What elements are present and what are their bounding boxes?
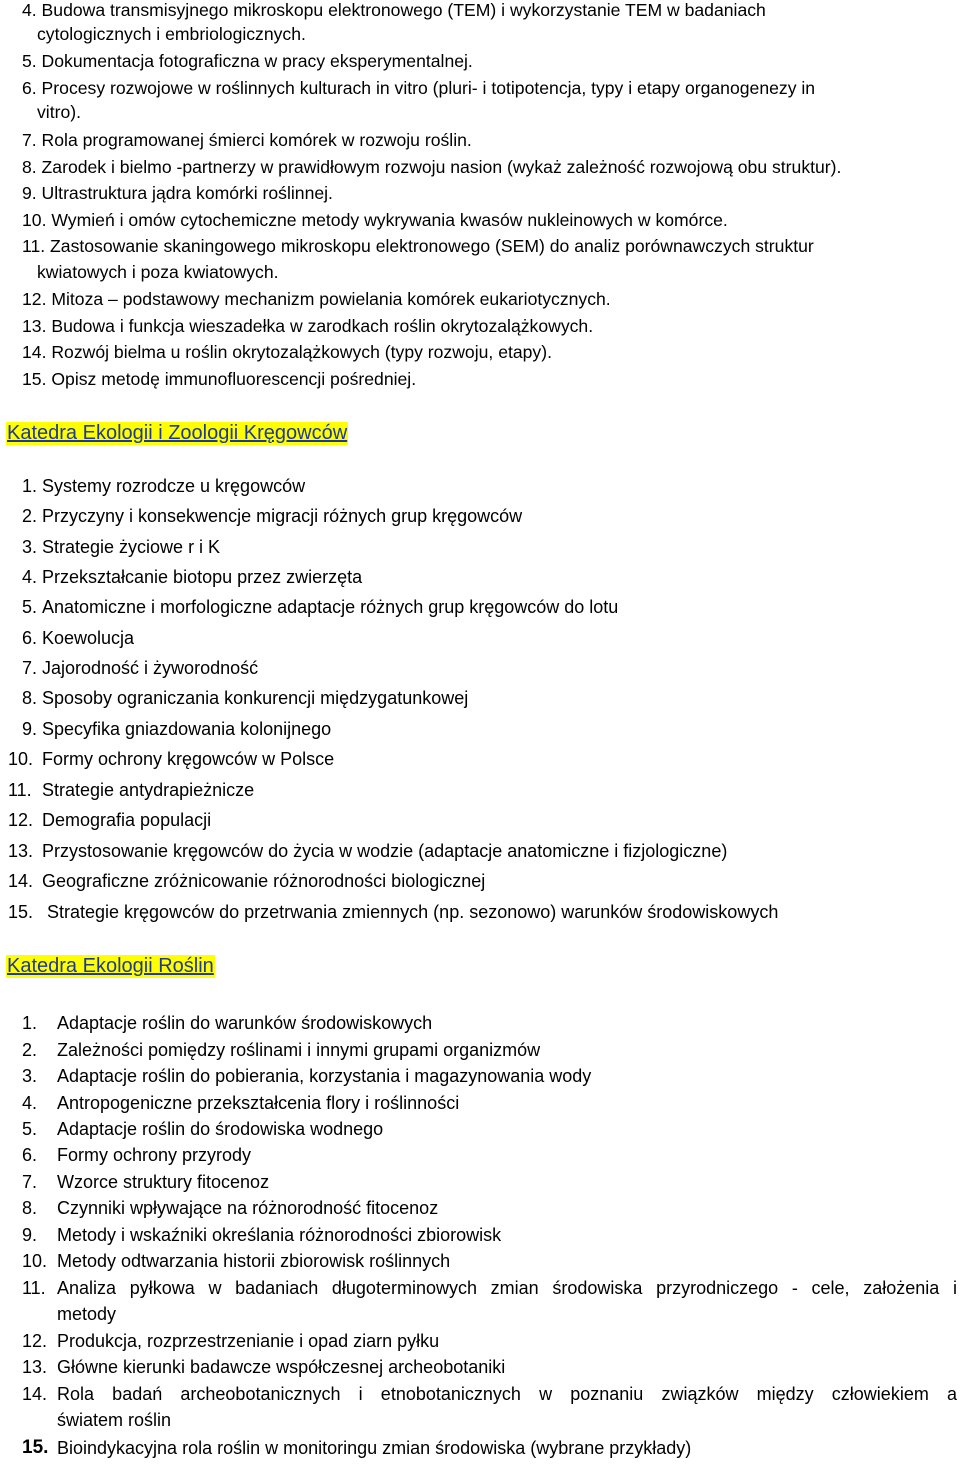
list-number: 5. (22, 1119, 38, 1139)
list-item: Analiza pyłkowa w badaniach długoterminowych zmian środowiska przyrodniczego - cele, założenia i (57, 1278, 957, 1298)
list-item-continuation: metody (57, 1304, 117, 1324)
list-item: 4. Budowa transmisyjnego mikroskopu elektronowego (TEM) i wykorzystanie TEM w badaniach (22, 0, 766, 20)
list-number: 2. (22, 1040, 38, 1060)
list-item: Zależności pomiędzy roślinami i innymi grupami organizmów (57, 1040, 541, 1060)
list-number: 1. (22, 1013, 38, 1033)
list-number: 14. (22, 1384, 48, 1404)
list-item: 7. Rola programowanej śmierci komórek w rozwoju roślin. (22, 130, 472, 150)
list-number: 6. (22, 628, 38, 648)
list-number: 4. (22, 1093, 38, 1113)
list-item: Strategie antydrapieżnicze (42, 780, 255, 800)
list-item: 13. Budowa i funkcja wieszadełka w zarodkach roślin okrytozalążkowych. (22, 316, 594, 336)
list-item: Metody i wskaźniki określania różnorodności zbiorowisk (57, 1225, 502, 1245)
list-item: Metody odtwarzania historii zbiorowisk roślinnych (57, 1251, 451, 1271)
list-item: Produkcja, rozprzestrzenianie i opad ziarn pyłku (57, 1331, 440, 1351)
list-item: Przystosowanie kręgowców do życia w wodzie (adaptacje anatomiczne i fizjologiczne) (42, 841, 728, 861)
list-item: 6. Procesy rozwojowe w roślinnych kulturach in vitro (pluri- i totipotencja, typy i etapy organogenezy in (22, 78, 816, 98)
list-number: 7. (22, 1172, 38, 1192)
list-number: 12. (22, 1331, 48, 1351)
list-number: 4. (22, 567, 38, 587)
list-item: Główne kierunki badawcze współczesnej archeobotaniki (57, 1357, 506, 1377)
list-number: 8. (22, 688, 38, 708)
list-item: Anatomiczne i morfologiczne adaptacje różnych grup kręgowców do lotu (42, 597, 619, 617)
list-number: 5. (22, 597, 38, 617)
list-number: 12. (8, 810, 34, 830)
list-number: 13. (22, 1357, 48, 1377)
list-item: Strategie kręgowców do przetrwania zmiennych (np. sezonowo) warunków środowiskowych (47, 902, 779, 922)
section-heading-zoology: Katedra Ekologii i Zoologii Kręgowców (7, 422, 348, 444)
list-item: Wzorce struktury fitocenoz (57, 1172, 270, 1192)
list-item: Antropogeniczne przekształcenia flory i roślinności (57, 1093, 460, 1113)
list-item: Formy ochrony przyrody (57, 1145, 252, 1165)
list-number: 10. (22, 1251, 48, 1271)
list-number: 2. (22, 506, 38, 526)
list-number: 9. (22, 1225, 38, 1245)
list-item: 8. Zarodek i bielmo -partnerzy w prawidłowym rozwoju nasion (wykaż zależność rozwojową obu struktur). (22, 157, 842, 177)
list-number: 7. (22, 658, 38, 678)
list-number: 11. (8, 780, 32, 800)
list-item: Jajorodność i żyworodność (42, 658, 259, 678)
list-item-continuation: kwiatowych i poza kwiatowych. (37, 262, 279, 282)
list-item: Sposoby ograniczania konkurencji międzygatunkowej (42, 688, 469, 708)
list-item-continuation: vitro). (37, 102, 81, 122)
list-number: 15. (8, 902, 34, 922)
list-item: Koewolucja (42, 628, 135, 648)
list-item: Adaptacje roślin do środowiska wodnego (57, 1119, 384, 1139)
list-item: 10. Wymień i omów cytochemiczne metody wykrywania kwasów nukleinowych w komórce. (22, 210, 728, 230)
list-number: 8. (22, 1198, 38, 1218)
list-item: Przyczyny i konsekwencje migracji różnych grup kręgowców (42, 506, 523, 526)
list-number: 15. (22, 1437, 49, 1458)
list-item: 5. Dokumentacja fotograficzna w pracy eksperymentalnej. (22, 51, 473, 71)
list-number: 10. (8, 749, 34, 769)
list-item: Czynniki wpływające na różnorodność fitocenoz (57, 1198, 439, 1218)
list-item: 15. Opisz metodę immunofluorescencji pośredniej. (22, 369, 417, 389)
list-item: 14. Rozwój bielma u roślin okrytozalążkowych (typy rozwoju, etapy). (22, 342, 552, 362)
list-number: 14. (8, 871, 34, 891)
list-number: 1. (22, 476, 38, 496)
list-item: Demografia populacji (42, 810, 212, 830)
list-item: 11. Zastosowanie skaningowego mikroskopu elektronowego (SEM) do analiz porównawczych struktur (22, 236, 814, 256)
list-item: Systemy rozrodcze u kręgowców (42, 476, 306, 496)
list-number: 3. (22, 1066, 38, 1086)
list-item: Formy ochrony kręgowców w Polsce (42, 749, 335, 769)
list-item-continuation: światem roślin (57, 1410, 172, 1430)
list-number: 6. (22, 1145, 38, 1165)
list-item-continuation: cytologicznych i embriologicznych. (37, 24, 306, 44)
list-item: 12. Mitoza – podstawowy mechanizm powielania komórek eukariotycznych. (22, 289, 611, 309)
list-item: 9. Ultrastruktura jądra komórki roślinnej. (22, 183, 333, 203)
list-item: Strategie życiowe r i K (42, 537, 221, 557)
list-item: Adaptacje roślin do pobierania, korzystania i magazynowania wody (57, 1066, 592, 1086)
list-item: Geograficzne zróżnicowanie różnorodności biologicznej (42, 871, 486, 891)
list-item: Rola badań archeobotanicznych i etnobotanicznych w poznaniu związków między człowiekiem a (57, 1384, 957, 1404)
list-number: 3. (22, 537, 38, 557)
list-number: 9. (22, 719, 38, 739)
list-item: Specyfika gniazdowania kolonijnego (42, 719, 332, 739)
list-number: 13. (8, 841, 34, 861)
list-item: Przekształcanie biotopu przez zwierzęta (42, 567, 363, 587)
list-item: Adaptacje roślin do warunków środowiskowych (57, 1013, 433, 1033)
list-number: 11. (22, 1278, 46, 1298)
section-heading-plant-ecology: Katedra Ekologii Roślin (7, 955, 214, 977)
list-item: Bioindykacyjna rola roślin w monitoringu zmian środowiska (wybrane przykłady) (57, 1438, 692, 1458)
